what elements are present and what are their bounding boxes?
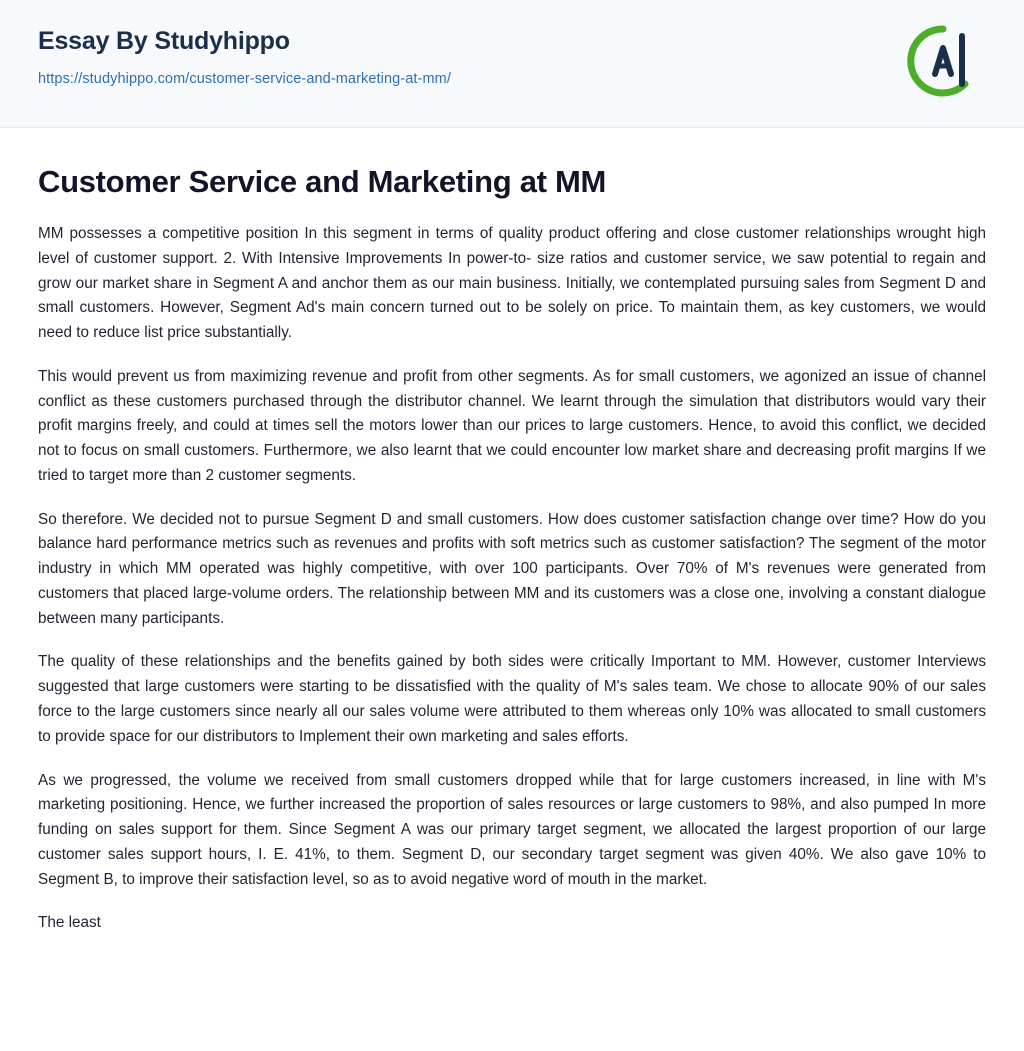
article-body <box>0 128 1024 966</box>
studyhippo-a-logo-icon <box>904 22 982 100</box>
article-paragraph: As we progressed, the volume we received from small customers dropped while that for large customers increased, in line with M's marketing positioning. Hence, we further increased the proportion of sales resources or large customers to 98%, and also pumped In more funding on sales support for them. Since Segment A was our primary target segment, we allocated the largest proportion of our large customer sales support hours, I. E. 41%, to them. Segment D, our secondary target segment was given 40%. We also gave 10% to Segment B, to improve their satisfaction level, so as to avoid negative word of mouth in the market. <box>38 771 986 888</box>
article-paragraph: The least <box>38 914 101 932</box>
site-header <box>0 0 1024 128</box>
article-paragraph: So therefore. We decided not to pursue Segment D and small customers. How does customer satisfaction change over time? How do you balance hard performance metrics such as revenues and profits with soft metrics such as customer satisfaction? The segment of the motor industry in which MM operated was highly competitive, with over 100 participants. Over 70% of M's revenues were generated from customers that placed large-volume orders. The relationship between MM and its customers was a close one, involving a constant dialogue between many participants. <box>38 510 986 627</box>
site-brand: Essay By Studyhippo <box>38 27 290 55</box>
article-url-link[interactable]: https://studyhippo.com/customer-service-and-marketing-at-mm/ <box>38 70 451 87</box>
page-title: Customer Service and Marketing at MM <box>38 164 607 199</box>
article-paragraph: The quality of these relationships and the benefits gained by both sides were critically Important to MM. However, customer Interviews suggested that large customers were starting to be dissatisfied with the quality of M's sales team. We chose to allocate 90% of our sales force to the large customers since nearly all our sales volume were attributed to them whereas only 10% was allocated to small customers to provide space for our distributors to Implement their own marketing and sales efforts. <box>38 653 986 745</box>
article-paragraph: This would prevent us from maximizing revenue and profit from other segments. As for small customers, we agonized an issue of channel conflict as these customers purchased through the distributor channel. We learnt through the simulation that distributors would vary their profit margins freely, and could at times sell the motors lower than our prices to large customers. Hence, to avoid this conflict, we decided not to focus on small customers. Furthermore, we also learnt that we could encounter low market share and decreasing profit margins If we tried to target more than 2 customer segments. <box>38 367 986 484</box>
article-paragraph: MM possesses a competitive position In this segment in terms of quality product offering and close customer relationships wrought high level of customer support. 2. With Intensive Improvements In power-to- size ratios and customer service, we saw potential to regain and grow our market share in Segment A and anchor them as our main business. Initially, we contemplated pursuing sales from Segment D and small customers. However, Segment Ad's main concern turned out to be solely on price. To maintain them, as key customers, we would need to reduce list price substantially. <box>38 225 986 342</box>
